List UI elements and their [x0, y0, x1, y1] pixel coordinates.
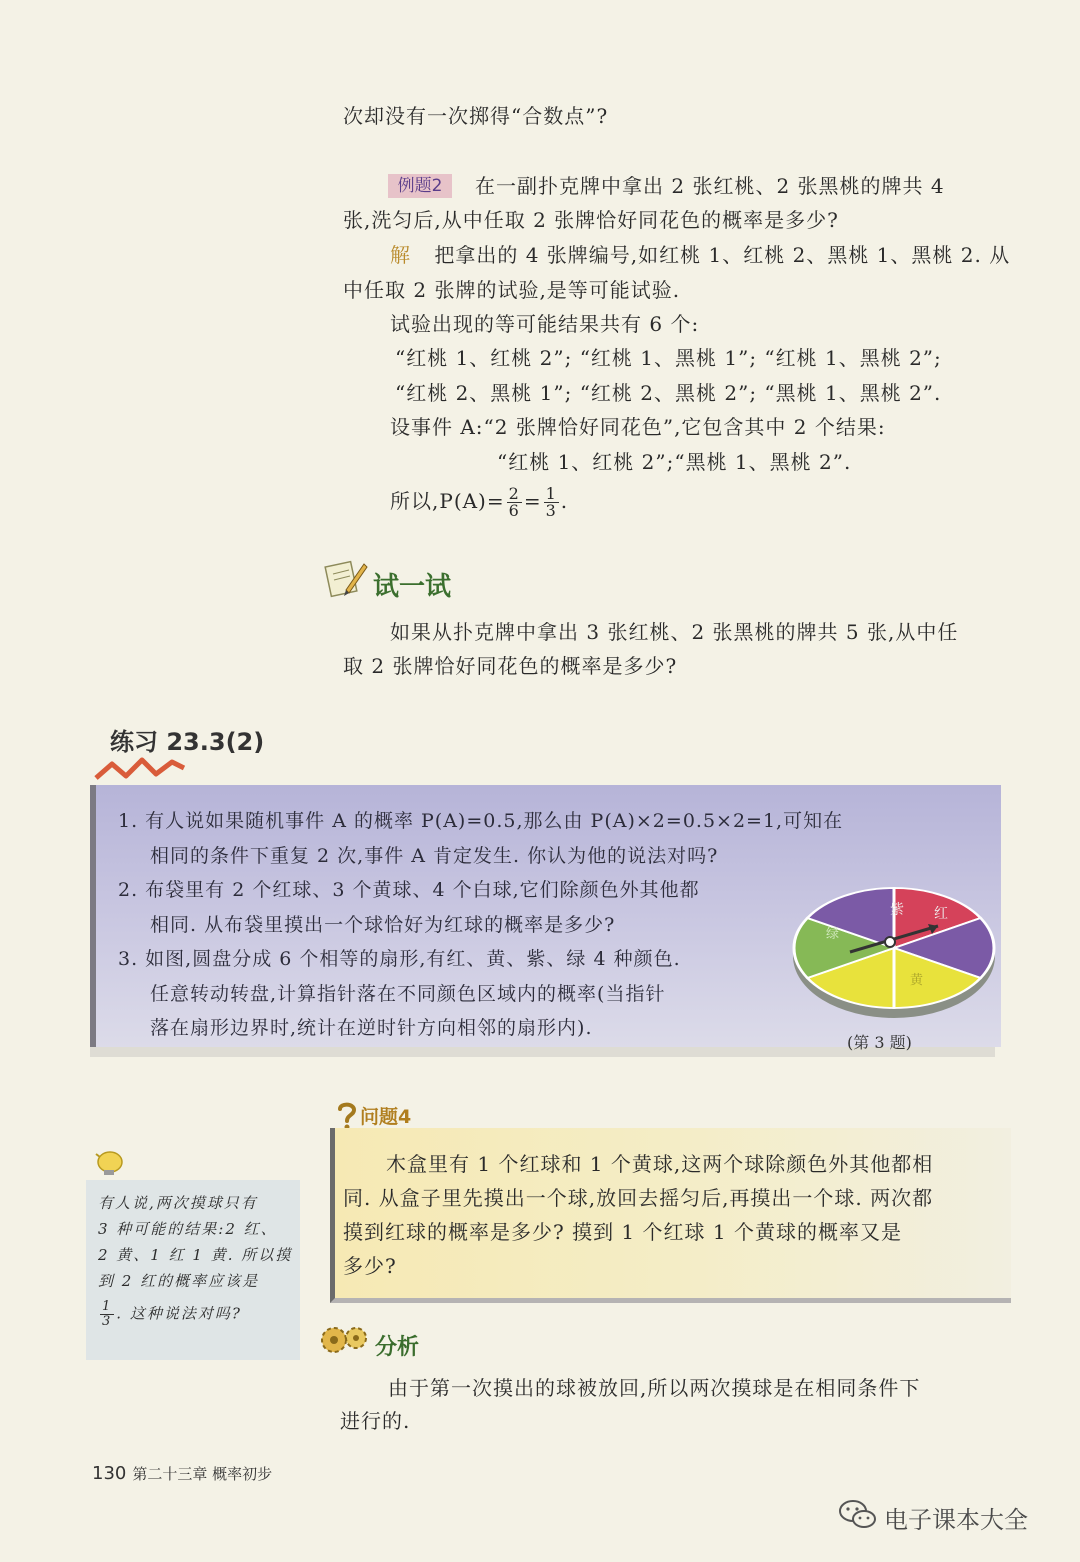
formula-end: . [560, 489, 569, 513]
exercise-q1-line-1: 1. 有人说如果随机事件 A 的概率 P(A)=0.5,那么由 P(A)×2=0.5×2=1,可知在 [118, 810, 844, 832]
solution-formula [390, 486, 568, 519]
solution-label: 解 [390, 243, 411, 267]
question4-line-2: 同. 从盒子里先摸出一个球,放回去摇匀后,再摸出一个球. 两次都 [343, 1186, 934, 1210]
example-tag: 例题2 [388, 174, 452, 198]
side-note-line-4: 到 2 红的概率应该是 [98, 1272, 260, 1290]
fraction-numerator: 1 [545, 484, 557, 503]
side-note-line-2: 3 种可能的结果:2 红、 [98, 1220, 278, 1238]
wheel-label-red: 红 [934, 906, 948, 922]
solution-text-3: 试验出现的等可能结果共有 6 个: [390, 312, 700, 336]
exercise-q3-line-3: 落在扇形边界时,统计在逆时针方向相邻的扇形内). [150, 1017, 593, 1039]
wheel-label-green: 绿 [826, 927, 840, 942]
fraction-1-3 [544, 486, 559, 519]
question-mark-icon [334, 1100, 360, 1130]
side-note-line-5-text: . 这种说法对吗? [116, 1304, 242, 1323]
wheel-hub [885, 937, 895, 947]
solution-text-2: 中任取 2 张牌的试验,是等可能试验. [343, 278, 681, 302]
solution-text-4: “红桃 1、红桃 2”; “红桃 1、黑桃 1”; “红桃 1、黑桃 2”; [395, 346, 942, 370]
page-footer [92, 1463, 272, 1484]
figure-caption: (第 3 题) [847, 1033, 912, 1052]
exercise-q2-line-1: 2. 布袋里有 2 个红球、3 个黄球、4 个白球,它们除颜色外其他都 [118, 879, 700, 901]
lightbulb-icon [92, 1148, 126, 1178]
chapter-title: 第二十三章 概率初步 [132, 1465, 273, 1483]
question4-line-3: 摸到红球的概率是多少? 摸到 1 个红球 1 个黄球的概率又是 [343, 1220, 902, 1244]
question4-line-1: 木盒里有 1 个红球和 1 个黄球,这两个球除颜色外其他都相 [386, 1152, 934, 1176]
try-text-1: 如果从扑克牌中拿出 3 张红桃、2 张黑桃的牌共 5 张,从中任 [390, 620, 959, 644]
wheel-label-purple: 紫 [890, 902, 904, 918]
analysis-title: 分析 [375, 1335, 420, 1360]
exercise-q1-line-2: 相同的条件下重复 2 次,事件 A 肯定发生. 你认为他的说法对吗? [150, 845, 719, 867]
zigzag-arrow-icon [92, 754, 188, 784]
try-it-title: 试一试 [373, 572, 452, 602]
fraction-2-6 [507, 486, 522, 519]
wechat-icon [838, 1498, 878, 1532]
exercise-q3-line-2: 任意转动转盘,计算指针落在不同颜色区域内的概率(当指针 [150, 983, 666, 1005]
formula-prefix: 所以,P(A)= [390, 489, 505, 513]
exercise-q3-line-1: 3. 如图,圆盘分成 6 个相等的扇形,有红、黄、紫、绿 4 种颜色. [118, 948, 681, 970]
intro-line: 次却没有一次掷得“合数点”? [343, 104, 609, 128]
exercise-title: 练习 23.3(2) [110, 728, 265, 756]
watermark-text: 电子课本大全 [884, 1506, 1028, 1534]
solution-text-5: “红桃 2、黑桃 1”; “红桃 2、黑桃 2”; “黑桃 1、黑桃 2”. [395, 381, 942, 405]
question4-title: 问题4 [360, 1106, 412, 1128]
analysis-line-2: 进行的. [340, 1409, 411, 1433]
side-note-line-5 [98, 1300, 242, 1329]
solution-line-1 [390, 241, 1010, 269]
analysis-line-1: 由于第一次摸出的球被放回,所以两次摸球是在相同条件下 [388, 1376, 921, 1400]
fraction-numerator: 1 [102, 1299, 113, 1314]
side-note-line-1: 有人说,两次摸球只有 [98, 1194, 258, 1212]
equals-sign: = [523, 489, 542, 513]
pencil-paper-icon [320, 556, 368, 600]
solution-text-1: 把拿出的 4 张牌编号,如红桃 1、红桃 2、黑桃 1、黑桃 2. 从 [434, 243, 1011, 267]
gears-icon [316, 1322, 372, 1358]
try-text-2: 取 2 张牌恰好同花色的概率是多少? [343, 654, 678, 678]
fraction-denominator: 3 [102, 1314, 113, 1329]
wheel-label-yellow: 黄 [910, 973, 924, 988]
side-note-line-3: 2 黄、1 红 1 黄. 所以摸 [98, 1246, 293, 1264]
question4-line-4: 多少? [343, 1254, 397, 1278]
fraction-numerator: 2 [508, 484, 520, 503]
fraction-denominator: 6 [508, 501, 520, 520]
page-number: 130 [92, 1463, 127, 1484]
fraction-denominator: 3 [545, 501, 557, 520]
side-fraction [100, 1300, 114, 1329]
solution-text-6: 设事件 A:“2 张牌恰好同花色”,它包含其中 2 个结果: [390, 415, 886, 439]
example-text-2: 张,洗匀后,从中任取 2 张牌恰好同花色的概率是多少? [343, 208, 839, 232]
spinner-wheel [790, 880, 998, 1020]
solution-text-7: “红桃 1、红桃 2”;“黑桃 1、黑桃 2”. [497, 450, 852, 474]
exercise-q2-line-2: 相同. 从布袋里摸出一个球恰好为红球的概率是多少? [150, 914, 616, 936]
example-text-1: 在一副扑克牌中拿出 2 张红桃、2 张黑桃的牌共 4 [475, 174, 945, 198]
